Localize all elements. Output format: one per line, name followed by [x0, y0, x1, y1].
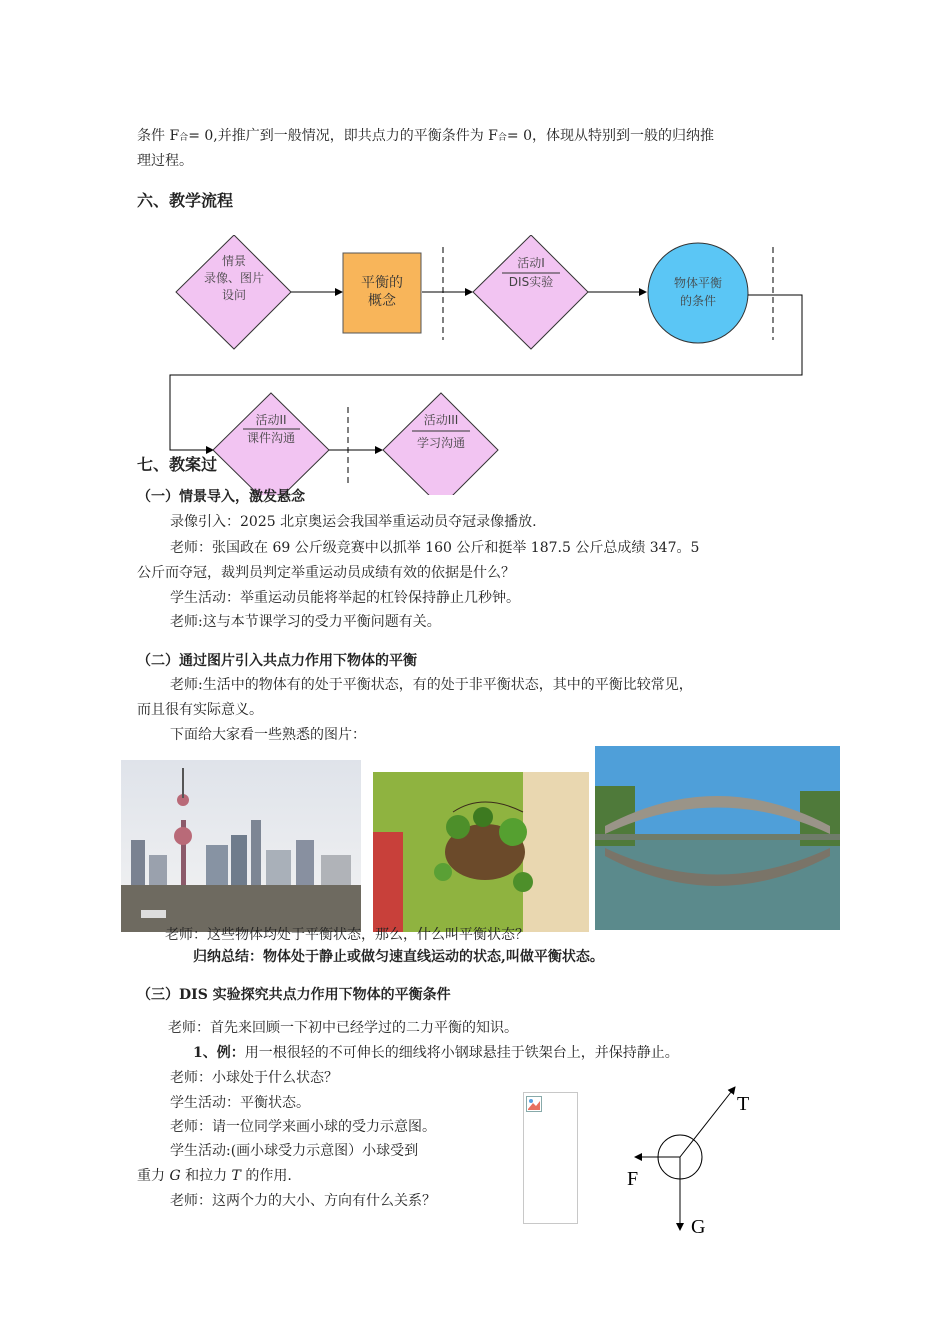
part-2-p3: 老师：这些物体均处于平衡状态，那么，什么叫平衡状态？ — [165, 927, 529, 943]
part-3-a2a: 学生活动:(画小球受力示意图）小球受到 — [170, 1143, 419, 1159]
flow-node6-line2: 学习沟通 — [416, 436, 466, 450]
flow-node-conditions — [648, 243, 748, 343]
part-2-p1b: 而且很有实际意义。 — [137, 702, 263, 718]
part-3-a1: 学生活动：平衡状态。 — [170, 1095, 310, 1111]
intro-text-a: 条件 F — [137, 128, 180, 144]
part-3-q1: 老师：小球处于什么状态？ — [170, 1070, 338, 1086]
flow-node5-line2: 课件沟通 — [246, 431, 296, 445]
part-2-title: （二）通过图片引入共点力作用下物体的平衡 — [137, 653, 417, 669]
flow-node4-line2: 的条件 — [679, 294, 717, 308]
photo-shanghai-skyline — [121, 760, 361, 932]
broken-image-icon — [526, 1096, 542, 1112]
flow-node3-line2: DIS实验 — [508, 275, 554, 289]
part-1-p1: 录像引入：2025 北京奥运会我国举重运动员夺冠录像播放. — [170, 514, 537, 530]
label-T: T — [737, 1093, 750, 1115]
part-3-p1: 老师：首先来回顾一下初中已经学过的二力平衡的知识。 — [168, 1020, 518, 1036]
part-1-p2b: 公斤而夺冠，裁判员判定举重运动员成绩有效的依据是什么？ — [137, 565, 515, 581]
part-1-title: （一）情景导入，激发悬念 — [137, 489, 305, 505]
part-3-a2b — [137, 1166, 292, 1186]
flow-node6-line1: 活动III — [423, 413, 459, 427]
flow-node1-line1: 情景 — [221, 254, 247, 268]
part-3-q2: 老师：请一位同学来画小球的受力示意图。 — [170, 1119, 436, 1135]
force-diagram — [615, 1075, 775, 1240]
part-2-p2: 下面给大家看一些熟悉的图片： — [170, 727, 366, 743]
intro-line-2: 理过程。 — [137, 153, 193, 169]
a2b-mid: 和拉力 — [180, 1168, 232, 1184]
a2b-pre: 重力 — [137, 1168, 170, 1184]
flow-node5-line1: 活动II — [255, 413, 287, 427]
part-2-p1a: 老师:生活中的物体有的处于平衡状态，有的处于非平衡状态，其中的平衡比较常见， — [170, 677, 693, 693]
photo-hanging-plant — [373, 772, 589, 932]
part-1-p4: 老师:这与本节课学习的受力平衡问题有关。 — [170, 614, 441, 630]
part-3-title: （三）DIS 实验探究共点力作用下物体的平衡条件 — [137, 987, 451, 1003]
intro-text-b: = 0,并推广到一般情况，即共点力的平衡条件为 F — [188, 128, 498, 144]
flow-node4-line1: 物体平衡 — [673, 276, 723, 290]
photo-zhaozhou-bridge — [595, 746, 840, 930]
label-G: G — [691, 1216, 706, 1238]
flow-node-activity-1 — [473, 235, 588, 349]
section-6-title: 六、教学流程 — [137, 191, 234, 210]
example-label: 1、例： — [193, 1045, 245, 1061]
a2b-T: T — [231, 1168, 241, 1184]
broken-image-placeholder — [523, 1092, 578, 1224]
part-1-p2a: 老师：张国政在 69 公斤级竞赛中以抓举 160 公斤和挺举 187.5 公斤总成绩 347。5 — [170, 540, 700, 556]
part-1-p3: 学生活动：举重运动员能将举起的杠铃保持静止几秒钟。 — [170, 590, 520, 606]
part-2-summary: 归纳总结：物体处于静止或做匀速直线运动的状态,叫做平衡状态。 — [193, 949, 604, 965]
example-text: 用一根很轻的不可伸长的细线将小钢球悬挂于铁架台上，并保持静止。 — [244, 1045, 679, 1061]
a2b-post: 的作用. — [240, 1168, 292, 1184]
a2b-G: G — [169, 1168, 181, 1184]
part-3-q3: 老师：这两个力的大小、方向有什么关系？ — [170, 1193, 436, 1209]
intro-text-c: = 0，体现从特别到一般的归纳推 — [506, 128, 714, 144]
intro-line-1 — [137, 126, 714, 148]
label-F: F — [627, 1168, 639, 1190]
flow-node3-line1: 活动I — [517, 256, 545, 270]
flow-node1-line3: 设问 — [221, 288, 247, 302]
section-7-title: 七、教案过 — [137, 455, 218, 474]
flow-node2-line1: 平衡的 — [361, 275, 403, 291]
teaching-flowchart — [160, 235, 820, 495]
flow-node1-line2: 录像、图片 — [203, 271, 265, 285]
flow-node2-line2: 概念 — [368, 293, 396, 309]
subscript-he-2: 合 — [497, 133, 507, 143]
part-3-example — [193, 1043, 679, 1063]
subscript-he: 合 — [179, 133, 189, 143]
tension-arrow — [680, 1087, 735, 1157]
